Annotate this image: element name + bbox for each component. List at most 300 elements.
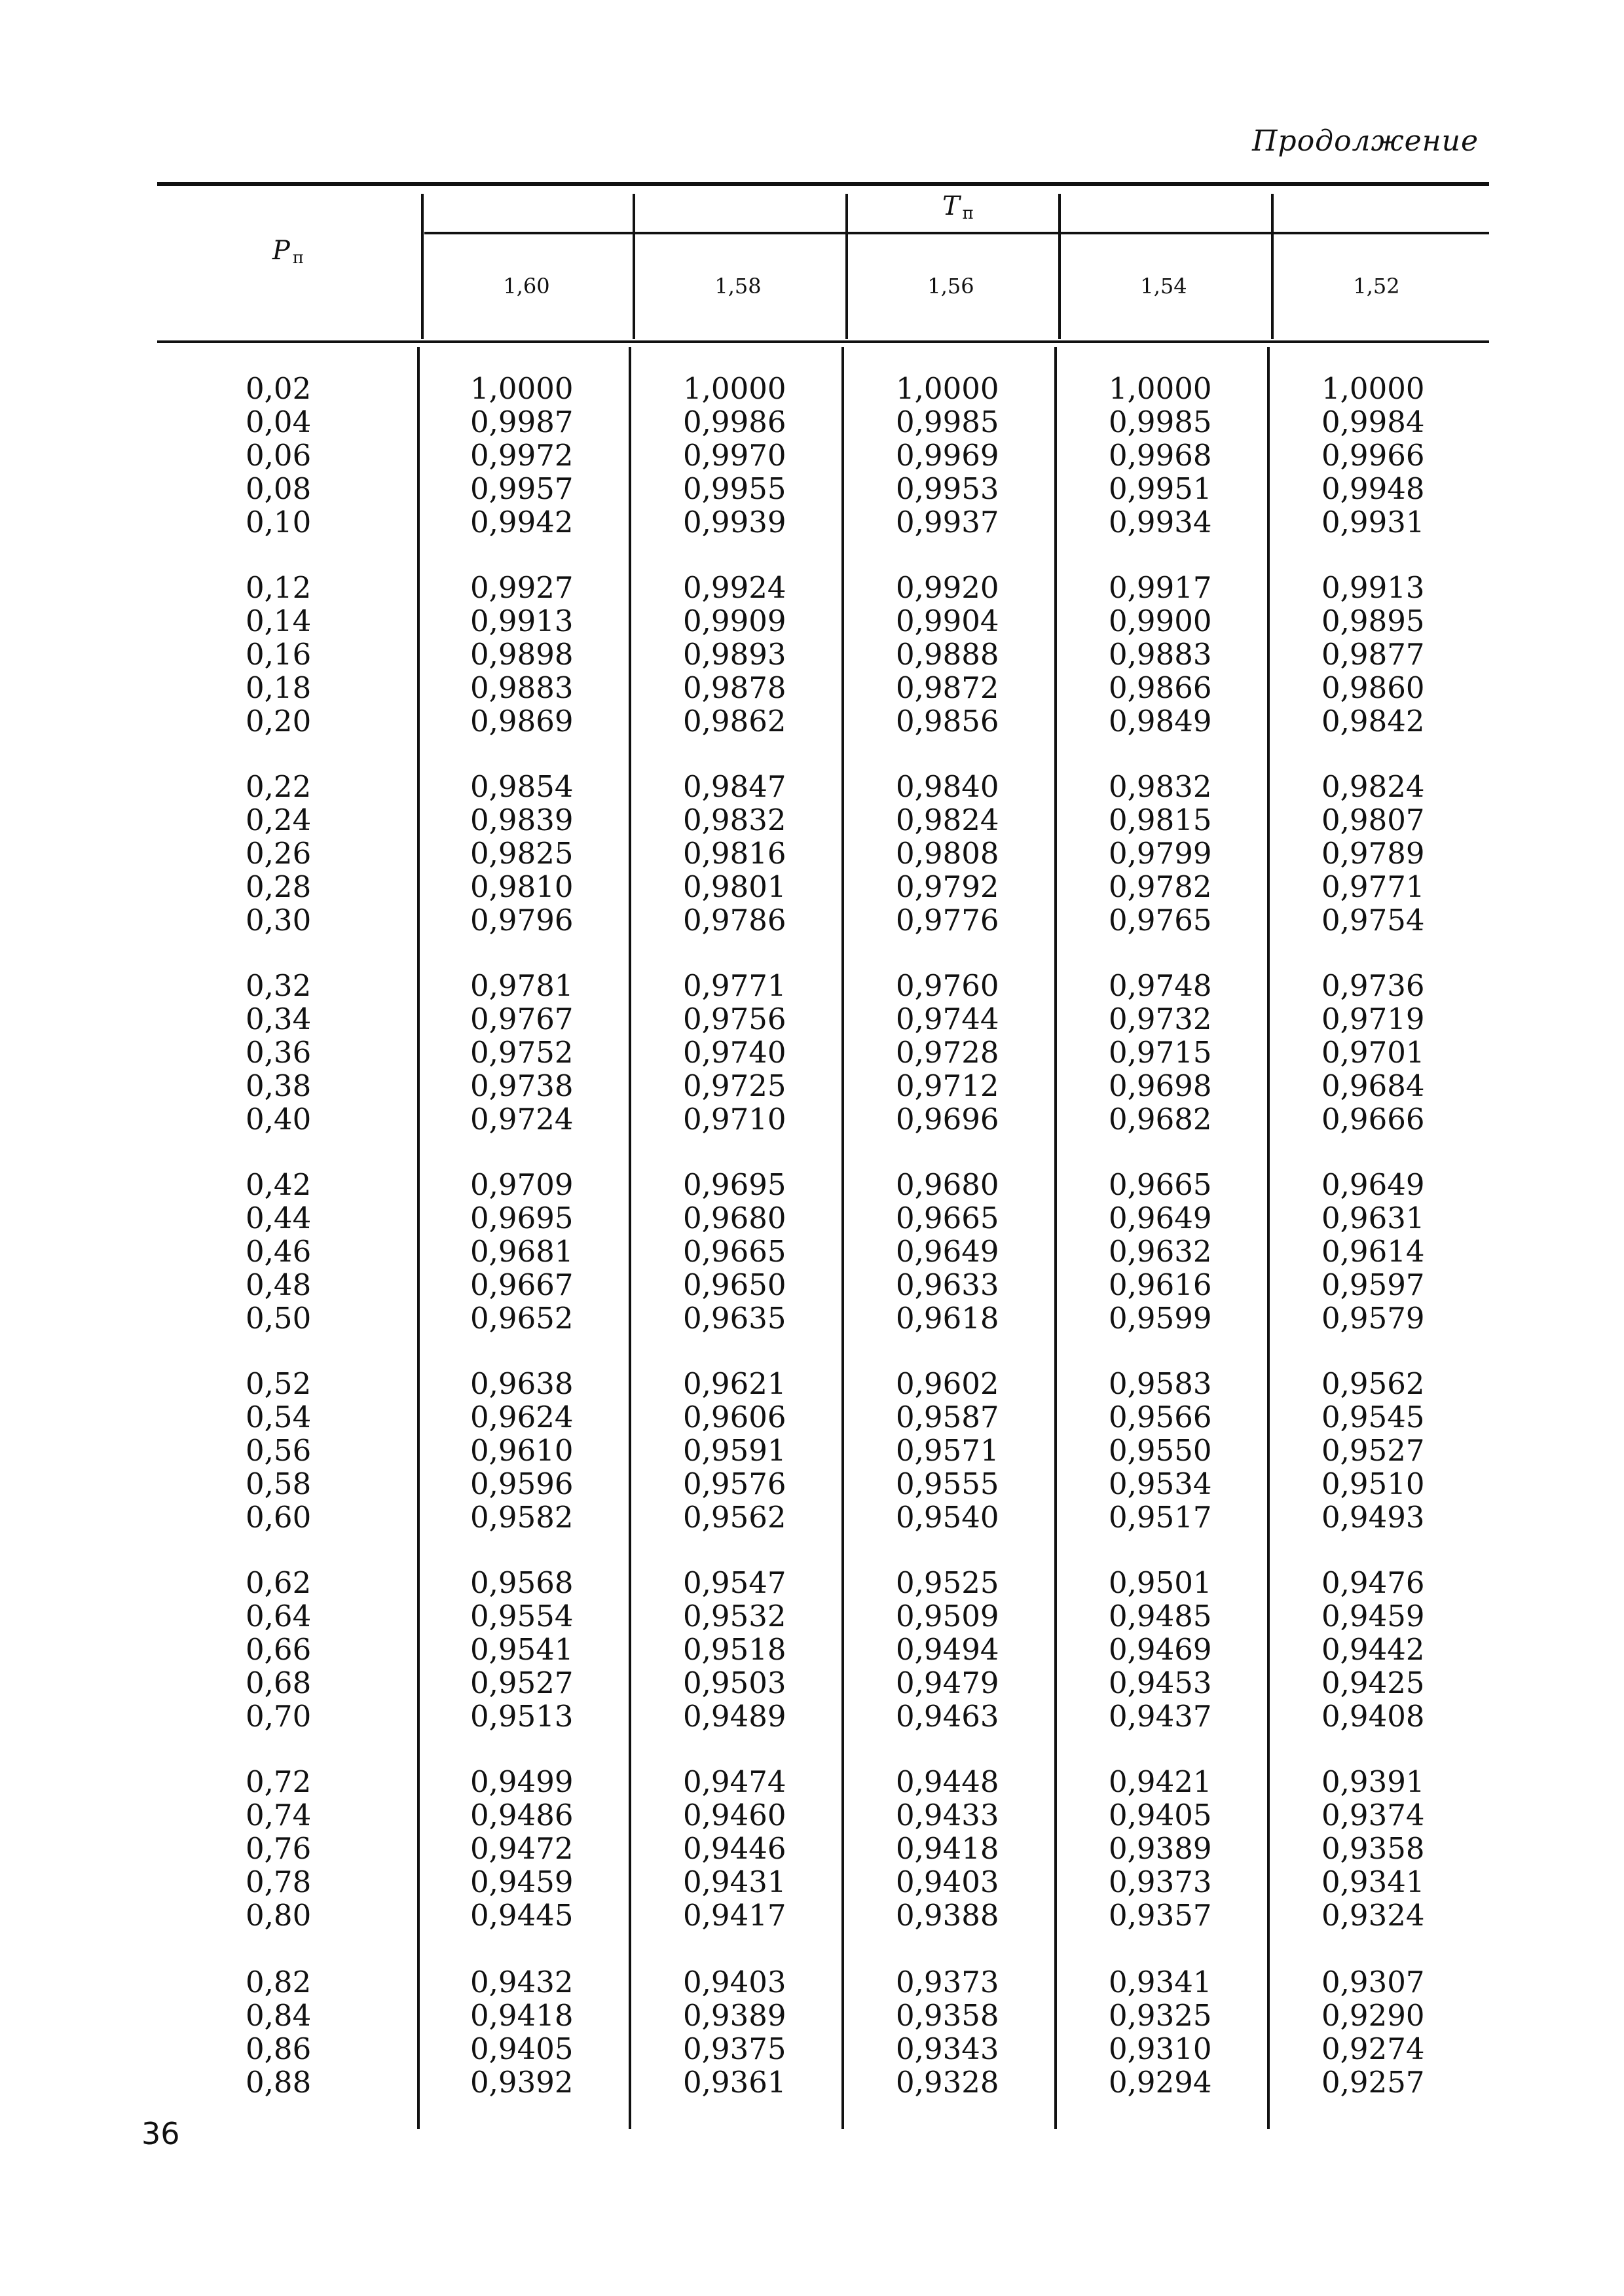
pressure-cell: 0,26 — [246, 836, 312, 871]
value-cell: 1,0000 — [896, 371, 999, 406]
pressure-cell: 0,04 — [246, 405, 312, 439]
temperature-group-header — [427, 191, 1489, 223]
value-cell: 0,9616 — [1109, 1267, 1212, 1302]
pressure-cell: 0,48 — [246, 1267, 312, 1302]
value-cell: 0,9970 — [683, 438, 786, 473]
value-cell: 0,9680 — [896, 1167, 999, 1202]
table-row — [0, 604, 1624, 638]
table-row — [0, 969, 1624, 1002]
value-cell: 0,9391 — [1321, 1764, 1425, 1799]
pressure-cell: 0,28 — [246, 869, 312, 904]
value-cell: 0,9924 — [683, 570, 786, 605]
table-row — [0, 1566, 1624, 1599]
value-cell: 0,9341 — [1109, 1965, 1212, 1999]
table-row — [0, 903, 1624, 937]
value-cell: 0,9606 — [683, 1400, 786, 1434]
value-cell: 0,9294 — [1109, 2065, 1212, 2100]
value-cell: 0,9715 — [1109, 1035, 1212, 1070]
pressure-cell: 0,72 — [246, 1764, 312, 1799]
value-cell: 0,9650 — [683, 1267, 786, 1302]
value-cell: 0,9442 — [1321, 1632, 1425, 1667]
column-divider — [421, 194, 424, 339]
value-cell: 0,9358 — [896, 1998, 999, 2033]
value-cell: 0,9618 — [896, 1301, 999, 1336]
table-row — [0, 870, 1624, 903]
value-cell: 0,9310 — [1109, 2032, 1212, 2066]
value-cell: 0,9869 — [470, 704, 574, 738]
table-row — [0, 837, 1624, 870]
value-cell: 0,9900 — [1109, 604, 1212, 638]
value-cell: 0,9966 — [1321, 438, 1425, 473]
value-cell: 0,9459 — [470, 1865, 574, 1899]
value-cell: 0,9541 — [470, 1632, 574, 1667]
value-cell: 0,9343 — [896, 2032, 999, 2066]
table-row — [0, 372, 1624, 405]
value-cell: 0,9832 — [683, 803, 786, 837]
row-group — [0, 571, 1624, 738]
value-cell: 0,9493 — [1321, 1500, 1425, 1535]
value-cell: 0,9389 — [1109, 1831, 1212, 1866]
pressure-cell: 0,54 — [246, 1400, 312, 1434]
table-row — [0, 704, 1624, 738]
pressure-cell: 0,70 — [246, 1699, 312, 1734]
value-cell: 0,9968 — [1109, 438, 1212, 473]
value-cell: 0,9824 — [1321, 769, 1425, 804]
table-row — [0, 472, 1624, 505]
value-cell: 0,9489 — [683, 1699, 786, 1734]
value-cell: 0,9463 — [896, 1699, 999, 1734]
value-cell: 0,9571 — [896, 1433, 999, 1468]
value-cell: 0,9756 — [683, 1002, 786, 1036]
table-row — [0, 1168, 1624, 1201]
value-cell: 0,9392 — [470, 2065, 574, 2100]
table-row — [0, 1832, 1624, 1865]
value-cell: 0,9701 — [1321, 1035, 1425, 1070]
value-cell: 0,9635 — [683, 1301, 786, 1336]
table-row — [0, 1268, 1624, 1302]
value-cell: 0,9632 — [1109, 1234, 1212, 1269]
value-cell: 0,9624 — [470, 1400, 574, 1434]
value-cell: 0,9792 — [896, 869, 999, 904]
table-row — [0, 505, 1624, 539]
pressure-cell: 0,44 — [246, 1201, 312, 1235]
value-cell: 1,0000 — [1321, 371, 1425, 406]
value-cell: 0,9479 — [896, 1666, 999, 1700]
table-row — [0, 1865, 1624, 1899]
value-cell: 0,9555 — [896, 1467, 999, 1501]
pressure-cell: 0,22 — [246, 769, 312, 804]
value-cell: 0,9599 — [1109, 1301, 1212, 1336]
value-cell: 0,9695 — [470, 1201, 574, 1235]
pressure-column-header — [157, 236, 419, 268]
table-row — [0, 405, 1624, 439]
value-cell: 0,9955 — [683, 471, 786, 506]
value-cell: 0,9937 — [896, 505, 999, 539]
p-subscript: п — [292, 248, 304, 268]
table-row — [0, 1899, 1624, 1932]
value-cell: 0,9448 — [896, 1764, 999, 1799]
value-cell: 0,9445 — [470, 1898, 574, 1933]
value-cell: 0,9748 — [1109, 968, 1212, 1003]
page-number: 36 — [141, 2116, 180, 2151]
continuation-label: Продолжение — [1252, 124, 1479, 158]
value-cell: 0,9849 — [1109, 704, 1212, 738]
table-row — [0, 1798, 1624, 1832]
value-cell: 0,9446 — [683, 1831, 786, 1866]
value-cell: 0,9433 — [896, 1798, 999, 1832]
row-group — [0, 1367, 1624, 1534]
p-symbol: P — [272, 236, 290, 266]
table-row — [0, 1965, 1624, 1999]
value-cell: 0,9582 — [470, 1500, 574, 1535]
value-cell: 0,9341 — [1321, 1865, 1425, 1899]
pressure-cell: 0,78 — [246, 1865, 312, 1899]
pressure-cell: 0,82 — [246, 1965, 312, 1999]
value-cell: 0,9771 — [1321, 869, 1425, 904]
value-cell: 0,9934 — [1109, 505, 1212, 539]
value-cell: 0,9984 — [1321, 405, 1425, 439]
value-cell: 0,9839 — [470, 803, 574, 837]
value-cell: 0,9771 — [683, 968, 786, 1003]
value-cell: 0,9760 — [896, 968, 999, 1003]
value-cell: 0,9501 — [1109, 1565, 1212, 1600]
value-cell: 0,9665 — [896, 1201, 999, 1235]
table-row — [0, 770, 1624, 803]
value-cell: 0,9736 — [1321, 968, 1425, 1003]
value-cell: 0,9633 — [896, 1267, 999, 1302]
value-cell: 0,9597 — [1321, 1267, 1425, 1302]
value-cell: 0,9527 — [470, 1666, 574, 1700]
value-cell: 0,9732 — [1109, 1002, 1212, 1036]
value-cell: 0,9554 — [470, 1599, 574, 1633]
value-cell: 0,9499 — [470, 1764, 574, 1799]
value-cell: 0,9257 — [1321, 2065, 1425, 2100]
value-cell: 0,9767 — [470, 1002, 574, 1036]
pressure-cell: 0,36 — [246, 1035, 312, 1070]
pressure-cell: 0,30 — [246, 903, 312, 938]
value-cell: 0,9579 — [1321, 1301, 1425, 1336]
value-cell: 0,9986 — [683, 405, 786, 439]
value-cell: 0,9825 — [470, 836, 574, 871]
value-cell: 0,9432 — [470, 1965, 574, 1999]
table-row — [0, 1999, 1624, 2032]
row-group — [0, 969, 1624, 1136]
value-cell: 0,9621 — [683, 1366, 786, 1401]
value-cell: 0,9307 — [1321, 1965, 1425, 1999]
pressure-cell: 0,42 — [246, 1167, 312, 1202]
table-row — [0, 571, 1624, 604]
value-cell: 0,9860 — [1321, 670, 1425, 705]
value-cell: 0,9953 — [896, 471, 999, 506]
value-cell: 0,9942 — [470, 505, 574, 539]
value-cell: 0,9486 — [470, 1798, 574, 1832]
value-cell: 0,9698 — [1109, 1068, 1212, 1103]
value-cell: 0,9927 — [470, 570, 574, 605]
table-row — [0, 1102, 1624, 1136]
value-cell: 0,9738 — [470, 1068, 574, 1103]
table-header-rule — [157, 340, 1489, 343]
table-row — [0, 1367, 1624, 1400]
table-row — [0, 638, 1624, 671]
value-cell: 0,9895 — [1321, 604, 1425, 638]
value-cell: 0,9972 — [470, 438, 574, 473]
value-cell: 0,9476 — [1321, 1565, 1425, 1600]
value-cell: 0,9534 — [1109, 1467, 1212, 1501]
value-cell: 0,9638 — [470, 1366, 574, 1401]
row-group — [0, 372, 1624, 539]
table-row — [0, 1400, 1624, 1434]
value-cell: 0,9325 — [1109, 1998, 1212, 2033]
value-cell: 0,9566 — [1109, 1400, 1212, 1434]
table-row — [0, 671, 1624, 704]
table-row — [0, 1201, 1624, 1235]
table-row — [0, 1633, 1624, 1666]
value-cell: 0,9799 — [1109, 836, 1212, 871]
value-cell: 0,9649 — [1321, 1167, 1425, 1202]
value-cell: 0,9985 — [896, 405, 999, 439]
column-header: 1,56 — [927, 274, 974, 299]
value-cell: 0,9403 — [896, 1865, 999, 1899]
column-header: 1,60 — [503, 274, 550, 299]
value-cell: 0,9421 — [1109, 1764, 1212, 1799]
value-cell: 0,9832 — [1109, 769, 1212, 804]
pressure-cell: 0,88 — [246, 2065, 312, 2100]
value-cell: 0,9525 — [896, 1565, 999, 1600]
value-cell: 0,9358 — [1321, 1831, 1425, 1866]
value-cell: 0,9614 — [1321, 1234, 1425, 1269]
value-cell: 0,9587 — [896, 1400, 999, 1434]
value-cell: 0,9374 — [1321, 1798, 1425, 1832]
pressure-cell: 0,06 — [246, 438, 312, 473]
value-cell: 0,9877 — [1321, 637, 1425, 672]
table-row — [0, 803, 1624, 837]
value-cell: 0,9357 — [1109, 1898, 1212, 1933]
value-cell: 0,9917 — [1109, 570, 1212, 605]
pressure-cell: 0,12 — [246, 570, 312, 605]
pressure-cell: 0,34 — [246, 1002, 312, 1036]
value-cell: 0,9856 — [896, 704, 999, 738]
value-cell: 1,0000 — [1109, 371, 1212, 406]
value-cell: 0,9893 — [683, 637, 786, 672]
value-cell: 0,9665 — [683, 1234, 786, 1269]
value-cell: 0,9696 — [896, 1102, 999, 1137]
value-cell: 0,9883 — [470, 670, 574, 705]
value-cell: 0,9431 — [683, 1865, 786, 1899]
table-row — [0, 1467, 1624, 1501]
value-cell: 0,9754 — [1321, 903, 1425, 938]
value-cell: 0,9872 — [896, 670, 999, 705]
value-cell: 0,9418 — [470, 1998, 574, 2033]
table-row — [0, 2066, 1624, 2099]
value-cell: 0,9510 — [1321, 1467, 1425, 1501]
pressure-cell: 0,66 — [246, 1632, 312, 1667]
pressure-cell: 0,02 — [246, 371, 312, 406]
value-cell: 0,9684 — [1321, 1068, 1425, 1103]
pressure-cell: 0,38 — [246, 1068, 312, 1103]
table-row — [0, 1302, 1624, 1335]
pressure-cell: 0,14 — [246, 604, 312, 638]
value-cell: 0,9459 — [1321, 1599, 1425, 1633]
pressure-cell: 0,64 — [246, 1599, 312, 1633]
table-row — [0, 439, 1624, 472]
t-subscript: п — [962, 204, 974, 223]
value-cell: 0,9913 — [1321, 570, 1425, 605]
value-cell: 0,9807 — [1321, 803, 1425, 837]
value-cell: 0,9583 — [1109, 1366, 1212, 1401]
table-row — [0, 2032, 1624, 2066]
value-cell: 0,9517 — [1109, 1500, 1212, 1535]
value-cell: 0,9866 — [1109, 670, 1212, 705]
pressure-cell: 0,46 — [246, 1234, 312, 1269]
value-cell: 0,9719 — [1321, 1002, 1425, 1036]
value-cell: 0,9665 — [1109, 1167, 1212, 1202]
value-cell: 0,9388 — [896, 1898, 999, 1933]
value-cell: 0,9740 — [683, 1035, 786, 1070]
value-cell: 0,9389 — [683, 1998, 786, 2033]
value-cell: 0,9562 — [1321, 1366, 1425, 1401]
value-cell: 0,9951 — [1109, 471, 1212, 506]
value-cell: 0,9680 — [683, 1201, 786, 1235]
value-cell: 0,9920 — [896, 570, 999, 605]
value-cell: 0,9985 — [1109, 405, 1212, 439]
pressure-cell: 0,40 — [246, 1102, 312, 1137]
pressure-cell: 0,74 — [246, 1798, 312, 1832]
value-cell: 0,9712 — [896, 1068, 999, 1103]
value-cell: 0,9810 — [470, 869, 574, 904]
value-cell: 0,9969 — [896, 438, 999, 473]
value-cell: 0,9649 — [1109, 1201, 1212, 1235]
value-cell: 0,9417 — [683, 1898, 786, 1933]
pressure-cell: 0,10 — [246, 505, 312, 539]
pressure-cell: 0,18 — [246, 670, 312, 705]
value-cell: 0,9789 — [1321, 836, 1425, 871]
value-cell: 0,9494 — [896, 1632, 999, 1667]
value-cell: 0,9361 — [683, 2065, 786, 2100]
value-cell: 0,9840 — [896, 769, 999, 804]
value-cell: 0,9765 — [1109, 903, 1212, 938]
value-cell: 0,9290 — [1321, 1998, 1425, 2033]
value-cell: 0,9782 — [1109, 869, 1212, 904]
value-cell: 0,9842 — [1321, 704, 1425, 738]
value-cell: 0,9591 — [683, 1433, 786, 1468]
value-cell: 0,9568 — [470, 1565, 574, 1600]
value-cell: 0,9904 — [896, 604, 999, 638]
pressure-cell: 0,52 — [246, 1366, 312, 1401]
value-cell: 0,9425 — [1321, 1666, 1425, 1700]
column-header: 1,54 — [1140, 274, 1187, 299]
pressure-cell: 0,76 — [246, 1831, 312, 1866]
t-symbol: T — [942, 191, 960, 221]
value-cell: 0,9509 — [896, 1599, 999, 1633]
row-group — [0, 1566, 1624, 1733]
value-cell: 0,9801 — [683, 869, 786, 904]
pressure-cell: 0,58 — [246, 1467, 312, 1501]
value-cell: 0,9375 — [683, 2032, 786, 2066]
table-row — [0, 1235, 1624, 1268]
value-cell: 0,9469 — [1109, 1632, 1212, 1667]
value-cell: 0,9786 — [683, 903, 786, 938]
value-cell: 0,9631 — [1321, 1201, 1425, 1235]
value-cell: 0,9453 — [1109, 1666, 1212, 1700]
value-cell: 0,9503 — [683, 1666, 786, 1700]
table-row — [0, 1036, 1624, 1069]
value-cell: 0,9562 — [683, 1500, 786, 1535]
value-cell: 0,9485 — [1109, 1599, 1212, 1633]
value-cell: 0,9652 — [470, 1301, 574, 1336]
value-cell: 0,9888 — [896, 637, 999, 672]
value-cell: 0,9752 — [470, 1035, 574, 1070]
value-cell: 0,9649 — [896, 1234, 999, 1269]
value-cell: 0,9550 — [1109, 1433, 1212, 1468]
table-row — [0, 1501, 1624, 1534]
value-cell: 0,9815 — [1109, 803, 1212, 837]
value-cell: 0,9987 — [470, 405, 574, 439]
value-cell: 0,9728 — [896, 1035, 999, 1070]
value-cell: 0,9948 — [1321, 471, 1425, 506]
value-cell: 0,9460 — [683, 1798, 786, 1832]
value-cell: 0,9724 — [470, 1102, 574, 1137]
value-cell: 0,9576 — [683, 1467, 786, 1501]
pressure-cell: 0,62 — [246, 1565, 312, 1600]
value-cell: 0,9808 — [896, 836, 999, 871]
table-row — [0, 1765, 1624, 1798]
value-cell: 0,9854 — [470, 769, 574, 804]
value-cell: 0,9931 — [1321, 505, 1425, 539]
row-group — [0, 1765, 1624, 1932]
table-row — [0, 1666, 1624, 1700]
value-cell: 0,9909 — [683, 604, 786, 638]
value-cell: 1,0000 — [470, 371, 574, 406]
column-header: 1,52 — [1353, 274, 1400, 299]
table-row — [0, 1069, 1624, 1102]
value-cell: 0,9403 — [683, 1965, 786, 1999]
value-cell: 0,9847 — [683, 769, 786, 804]
value-cell: 0,9596 — [470, 1467, 574, 1501]
value-cell: 0,9527 — [1321, 1433, 1425, 1468]
value-cell: 0,9796 — [470, 903, 574, 938]
value-cell: 0,9324 — [1321, 1898, 1425, 1933]
value-cell: 1,0000 — [683, 371, 786, 406]
value-cell: 0,9532 — [683, 1599, 786, 1633]
value-cell: 0,9602 — [896, 1366, 999, 1401]
table-top-rule — [157, 182, 1489, 186]
column-header: 1,58 — [714, 274, 762, 299]
value-cell: 0,9274 — [1321, 2032, 1425, 2066]
value-cell: 0,9547 — [683, 1565, 786, 1600]
table-row — [0, 1002, 1624, 1036]
pressure-cell: 0,32 — [246, 968, 312, 1003]
tp-header-rule — [424, 232, 1489, 234]
value-cell: 0,9816 — [683, 836, 786, 871]
value-cell: 0,9373 — [896, 1965, 999, 1999]
table-row — [0, 1599, 1624, 1633]
value-cell: 0,9437 — [1109, 1699, 1212, 1734]
value-cell: 0,9709 — [470, 1167, 574, 1202]
value-cell: 0,9610 — [470, 1433, 574, 1468]
value-cell: 0,9957 — [470, 471, 574, 506]
value-cell: 0,9939 — [683, 505, 786, 539]
value-cell: 0,9405 — [470, 2032, 574, 2066]
table-row — [0, 1434, 1624, 1467]
value-cell: 0,9776 — [896, 903, 999, 938]
pressure-cell: 0,86 — [246, 2032, 312, 2066]
value-cell: 0,9408 — [1321, 1699, 1425, 1734]
value-cell: 0,9405 — [1109, 1798, 1212, 1832]
pressure-cell: 0,20 — [246, 704, 312, 738]
pressure-cell: 0,08 — [246, 471, 312, 506]
pressure-cell: 0,56 — [246, 1433, 312, 1468]
value-cell: 0,9725 — [683, 1068, 786, 1103]
